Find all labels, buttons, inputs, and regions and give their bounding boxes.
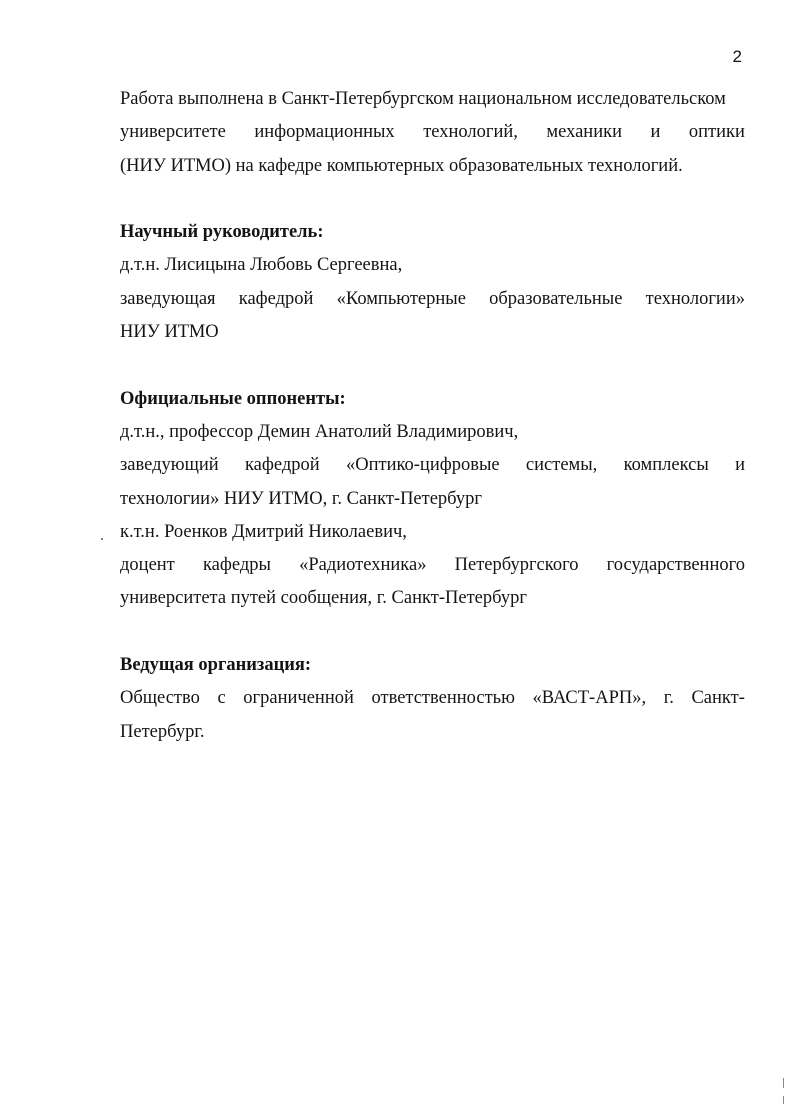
supervisor-name: д.т.н. Лисицына Любовь Сергеевна, — [120, 255, 403, 276]
organization-name-word: ограниченной — [243, 688, 354, 709]
opponent-2-position — [120, 549, 745, 582]
supervisor-position-tail: НИУ ИТМО — [120, 322, 219, 343]
supervisor-position-word: заведующая — [120, 288, 216, 309]
opponent-2-position-word: Петербургского — [454, 555, 579, 576]
organization-name-word: г. — [663, 688, 674, 709]
opponent-2-position-tail: университета путей сообщения, г. Санкт-Петербург — [120, 588, 527, 609]
page-number: 2 — [732, 47, 742, 66]
opponent-1-position-tail: технологии» НИУ ИТМО, г. Санкт-Петербург — [120, 488, 482, 509]
intro-word: и — [650, 122, 661, 143]
spacer — [120, 183, 745, 216]
intro-line-2 — [120, 116, 745, 149]
document-body — [120, 83, 745, 749]
organization-name-tail: Петербург. — [120, 721, 205, 742]
organization-heading: Ведущая организация: — [120, 655, 312, 676]
opponent-1-position-word: и — [735, 455, 745, 476]
opponent-2-name: к.т.н. Роенков Дмитрий Николаевич, — [120, 521, 407, 542]
opponent-2-position-word: кафедры — [202, 555, 271, 576]
opponent-2-position-word: государственного — [606, 555, 745, 576]
supervisor-position-word: «Компьютерные — [336, 288, 466, 309]
intro-word: механики — [546, 122, 622, 143]
supervisor-position-word: кафедрой — [238, 288, 314, 309]
supervisor-position-word: технологии» — [645, 288, 745, 309]
opponent-1-position-word: комплексы — [623, 455, 709, 476]
scan-edge-mark — [783, 1096, 784, 1104]
organization-name-word: с — [217, 688, 226, 709]
intro-word: университете — [120, 122, 226, 143]
intro-word: технологий, — [423, 122, 518, 143]
opponent-2-position-word: «Радиотехника» — [299, 555, 427, 576]
organization-name — [120, 682, 745, 715]
opponent-2-position-word: доцент — [120, 555, 175, 576]
opponent-1-name: д.т.н., профессор Демин Анатолий Владимирович, — [120, 421, 519, 442]
opponents-heading: Официальные оппоненты: — [120, 388, 346, 409]
organization-name-word: Санкт- — [691, 688, 745, 709]
opponent-1-position-word: системы, — [525, 455, 598, 476]
supervisor-position — [120, 283, 745, 316]
opponent-1-position-word: заведующий — [120, 455, 219, 476]
intro-word: информационных — [254, 122, 395, 143]
organization-name-word: «ВАСТ-АРП», — [532, 688, 647, 709]
opponent-1-position — [120, 449, 745, 482]
opponent-1-position-word: кафедрой — [244, 455, 320, 476]
intro-line-1: Работа выполнена в Санкт-Петербургском национальном исследовательском — [120, 89, 726, 109]
organization-name-word: ответственностью — [371, 688, 515, 709]
spacer — [120, 616, 745, 649]
intro-word: оптики — [688, 122, 745, 143]
supervisor-position-word: образовательные — [489, 288, 623, 309]
supervisor-heading: Научный руководитель: — [120, 222, 324, 243]
opponent-1-position-word: «Оптико-цифровые — [345, 455, 500, 476]
spacer — [120, 349, 745, 382]
intro-line-3: (НИУ ИТМО) на кафедре компьютерных образовательных технологий. — [120, 155, 683, 176]
scan-edge-mark — [783, 1078, 784, 1088]
organization-name-word: Общество — [120, 688, 200, 709]
scan-speck — [101, 538, 103, 540]
